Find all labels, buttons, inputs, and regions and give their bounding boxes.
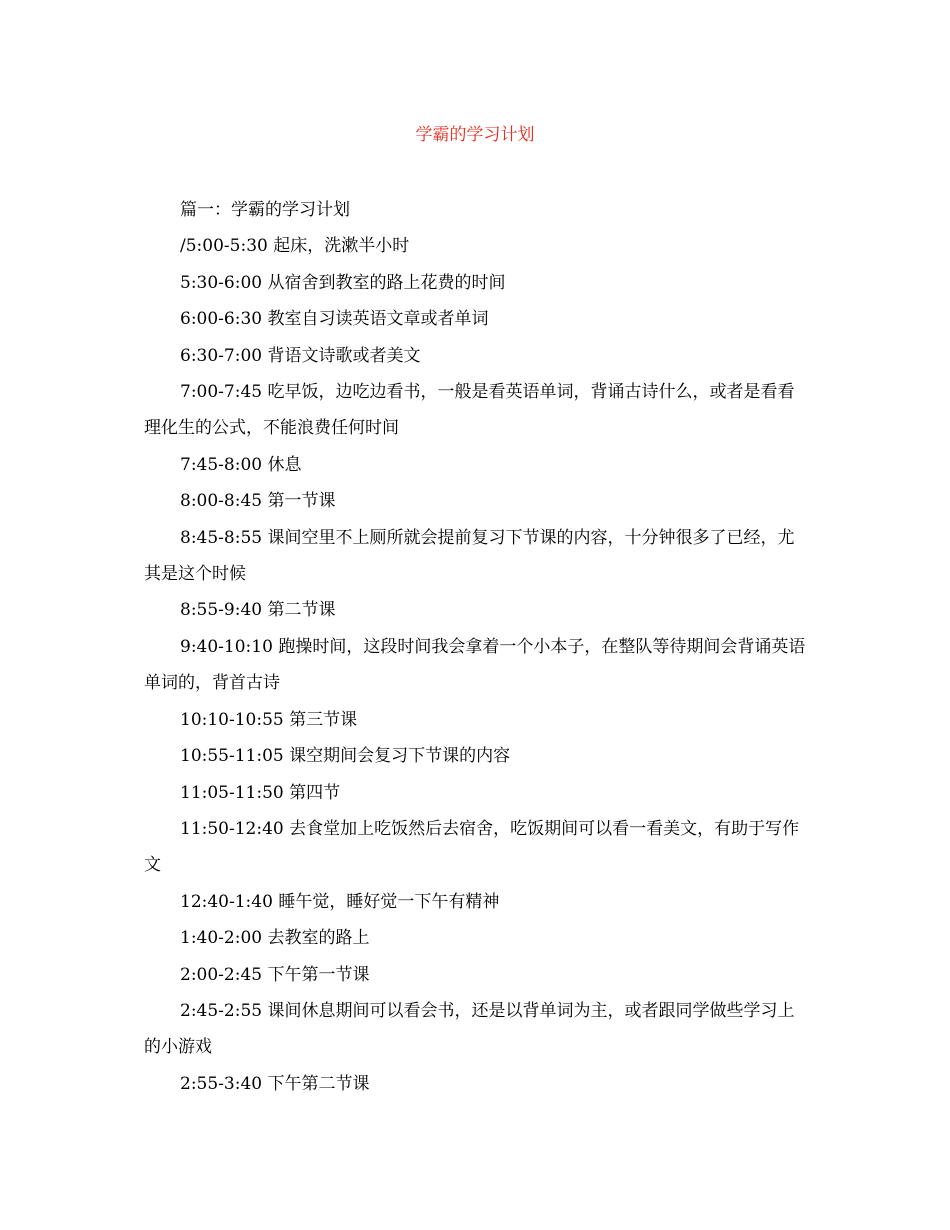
paragraph: 8:45-8:55 课间空里不上厕所就会提前复习下节课的内容，十分钟很多了已经，尤其是这个时候 <box>144 527 795 585</box>
paragraph: 5:30-6:00 从宿舍到教室的路上花费的时间 <box>180 272 506 293</box>
paragraph: 6:30-7:00 背语文诗歌或者美文 <box>180 345 421 366</box>
paragraph: 8:55-9:40 第二节课 <box>180 600 336 621</box>
document-title: 学霸的学习计划 <box>415 125 535 145</box>
paragraph: 7:00-7:45 吃早饭，边吃边看书，一般是看英语单词，背诵古诗什么，或者是看看理化生的公式，不能浪费任何时间 <box>144 382 795 439</box>
paragraph: 2:00-2:45 下午第一节课 <box>180 964 370 985</box>
paragraph: 10:55-11:05 课空期间会复习下节课的内容 <box>180 746 511 767</box>
paragraph: 篇一：学霸的学习计划 <box>180 200 350 220</box>
document-body <box>144 192 808 1102</box>
paragraph: 12:40-1:40 睡午觉，睡好觉一下午有精神 <box>180 891 500 912</box>
paragraph: 2:55-3:40 下午第二节课 <box>180 1073 370 1094</box>
paragraph: 11:50-12:40 去食堂加上吃饭然后去宿舍，吃饭期间可以看一看美文，有助于写作文 <box>144 818 800 876</box>
paragraph: 8:00-8:45 第一节课 <box>180 491 336 512</box>
paragraph: 2:45-2:55 课间休息期间可以看会书，还是以背单词为主，或者跟同学做些学习上的小游戏 <box>144 1000 795 1058</box>
paragraph: 11:05-11:50 第四节 <box>180 782 341 803</box>
paragraph: /5:00-5:30 起床，洗漱半小时 <box>180 236 410 257</box>
paragraph: 1:40-2:00 去教室的路上 <box>180 928 370 949</box>
paragraph: 6:00-6:30 教室自习读英语文章或者单词 <box>180 309 489 330</box>
paragraph: 9:40-10:10 跑操时间，这段时间我会拿着一个小本子，在整队等待期间会背诵英语单词的，背首古诗 <box>144 636 806 694</box>
paragraph: 7:45-8:00 休息 <box>180 454 302 475</box>
paragraph: 10:10-10:55 第三节课 <box>180 709 358 730</box>
